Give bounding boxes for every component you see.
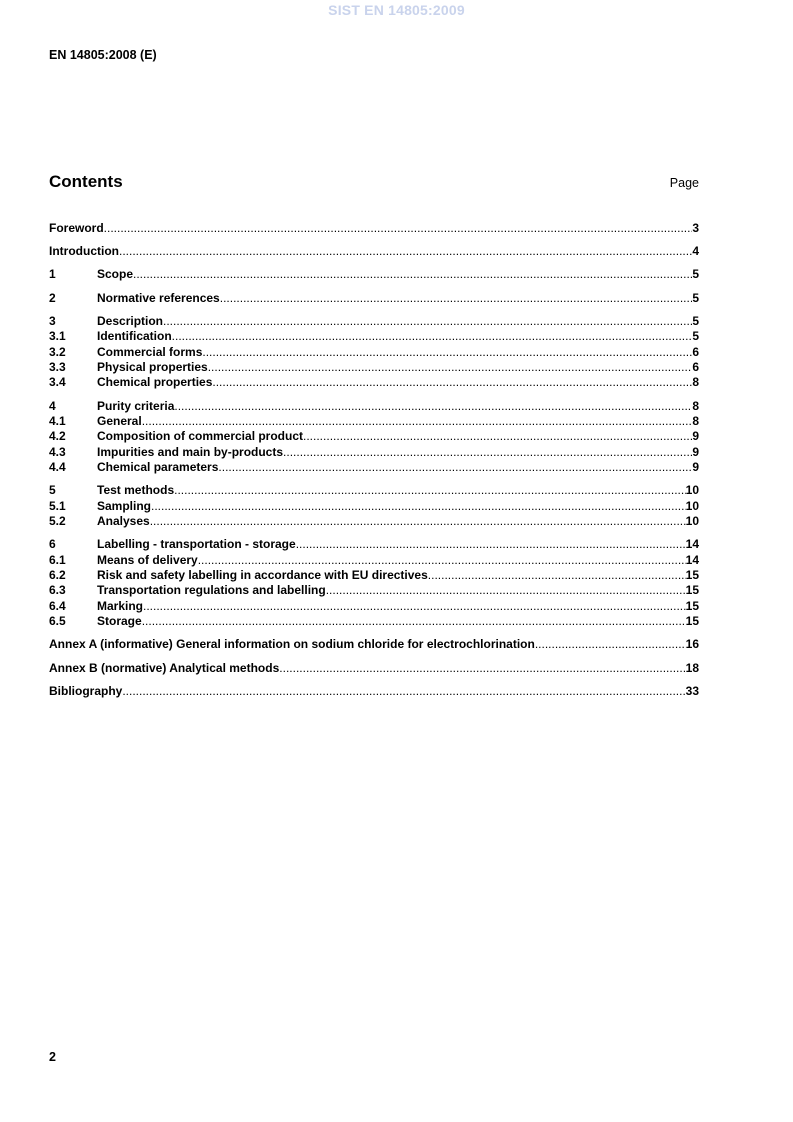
page-number: 2 — [49, 1050, 56, 1064]
toc-entry[interactable] — [49, 414, 699, 429]
contents-title: Contents — [49, 172, 123, 191]
toc-entry-title: Physical properties — [97, 359, 208, 374]
toc-entry-page: 8 — [692, 398, 699, 413]
toc-entry-page: 5 — [692, 329, 699, 344]
toc-entry[interactable] — [49, 345, 699, 360]
toc-leader-dots — [218, 460, 692, 475]
toc-entry-title: Risk and safety labelling in accordance with EU directives — [97, 568, 428, 582]
toc-leader-dots — [150, 514, 686, 529]
toc-entry[interactable] — [49, 314, 699, 329]
toc-leader-dots — [279, 661, 685, 676]
toc-entry-page: 16 — [685, 637, 699, 652]
toc-entry-number: 4.1 — [49, 413, 66, 428]
toc-entry-title: Chemical properties — [97, 375, 213, 390]
toc-leader-dots — [212, 375, 692, 390]
toc-entry-page: 9 — [692, 444, 699, 459]
toc-entry-number: 3.2 — [49, 344, 66, 359]
toc-entry[interactable] — [49, 537, 699, 552]
toc-leader-dots — [428, 568, 686, 583]
toc-entry-number: 5 — [49, 483, 56, 498]
toc-leader-dots — [198, 553, 686, 568]
toc-entry[interactable] — [49, 375, 699, 390]
toc-entry-title: Means of delivery — [97, 552, 198, 567]
watermark: SIST EN 14805:2009 — [328, 2, 465, 18]
toc-entry-number: 4.2 — [49, 429, 66, 444]
contents-heading — [49, 172, 699, 192]
toc-entry-title: Marking — [97, 598, 144, 613]
toc-entry-title: Introduction — [49, 244, 119, 259]
toc-entry-number: 4.3 — [49, 444, 66, 459]
toc-entry[interactable] — [49, 583, 699, 598]
toc-entry-page: 10 — [685, 483, 699, 498]
toc-entry[interactable] — [49, 661, 699, 676]
toc-leader-dots — [296, 537, 686, 552]
toc-entry-page: 15 — [685, 598, 699, 613]
toc-entry-number: 6.4 — [49, 598, 66, 613]
toc-entry-page: 3 — [692, 221, 699, 235]
toc-entry[interactable] — [49, 637, 699, 652]
toc-entry-page: 9 — [692, 460, 699, 475]
toc-entry-number: 2 — [49, 290, 56, 305]
toc-entry[interactable] — [49, 514, 699, 529]
toc-entry[interactable] — [49, 399, 699, 414]
toc-entry[interactable] — [49, 568, 699, 583]
toc-entry-page: 8 — [692, 375, 699, 390]
toc-entry-page: 6 — [692, 359, 699, 374]
toc-entry-title: Bibliography — [49, 683, 123, 698]
toc-entry-number: 1 — [49, 267, 56, 282]
toc-entry-title: Impurities and main by-products — [97, 444, 284, 459]
toc-entry[interactable] — [49, 553, 699, 568]
toc-entry[interactable] — [49, 267, 699, 282]
toc-leader-dots — [122, 684, 685, 699]
toc-entry[interactable] — [49, 360, 699, 375]
table-of-contents — [49, 221, 699, 699]
toc-leader-dots — [283, 445, 692, 460]
toc-entry-title: Analyses — [97, 514, 150, 529]
toc-entry-number: 3.3 — [49, 359, 66, 374]
toc-leader-dots — [104, 221, 693, 236]
page-column-label: Page — [669, 176, 699, 190]
toc-entry-number: 6 — [49, 537, 56, 552]
toc-entry-title: General — [97, 413, 142, 428]
toc-entry-title: Chemical parameters — [97, 460, 219, 475]
toc-entry-title: Labelling - transportation - storage — [97, 537, 296, 552]
toc-entry-page: 4 — [692, 244, 699, 259]
toc-entry-title: Composition of commercial product — [97, 429, 304, 444]
toc-entry-page: 5 — [692, 313, 699, 328]
toc-entry-page: 5 — [692, 290, 699, 305]
toc-leader-dots — [535, 637, 686, 652]
toc-entry-page: 14 — [685, 537, 699, 552]
toc-entry-title: Purity criteria — [97, 398, 175, 413]
toc-entry[interactable] — [49, 614, 699, 629]
toc-leader-dots — [119, 244, 692, 259]
toc-entry-title: Storage — [97, 614, 142, 629]
toc-entry-title: Description — [97, 313, 164, 328]
toc-entry-number: 4.4 — [49, 460, 66, 475]
toc-entry-title: Sampling — [97, 498, 152, 513]
toc-leader-dots — [163, 314, 692, 329]
toc-entry-page: 9 — [692, 429, 699, 444]
toc-entry-number: 4 — [49, 398, 56, 413]
toc-entry-title: Normative references — [97, 290, 220, 305]
toc-entry-title: Identification — [97, 329, 172, 344]
document-id: EN 14805:2008 (E) — [49, 48, 157, 62]
toc-entry-title: Transportation regulations and labelling — [97, 583, 326, 598]
toc-entry-number: 6.3 — [49, 583, 66, 598]
toc-entry-page: 6 — [692, 344, 699, 359]
toc-leader-dots — [174, 483, 686, 498]
toc-entry[interactable] — [49, 291, 699, 306]
toc-leader-dots — [172, 329, 693, 344]
toc-entry-page: 18 — [685, 660, 699, 675]
toc-entry-title: Annex A (informative) General information on sodium chloride for electrochlorination — [49, 637, 535, 652]
toc-leader-dots — [208, 360, 693, 375]
toc-entry[interactable] — [49, 499, 699, 514]
toc-entry-number: 3.4 — [49, 375, 66, 390]
toc-entry-page: 15 — [685, 614, 699, 629]
toc-leader-dots — [303, 429, 692, 444]
toc-leader-dots — [174, 399, 692, 414]
toc-entry[interactable] — [49, 445, 699, 460]
toc-leader-dots — [220, 291, 693, 306]
toc-entry-page: 10 — [685, 498, 699, 513]
toc-leader-dots — [142, 614, 686, 629]
toc-entry-page: 15 — [685, 568, 699, 582]
toc-entry-title: Annex B (normative) Analytical methods — [49, 660, 280, 675]
toc-entry[interactable] — [49, 599, 699, 614]
toc-entry-number: 6.2 — [49, 568, 66, 582]
toc-entry-page: 10 — [685, 514, 699, 529]
toc-entry[interactable] — [49, 460, 699, 475]
toc-entry-number: 5.1 — [49, 498, 66, 513]
toc-entry[interactable] — [49, 429, 699, 444]
toc-entry[interactable] — [49, 221, 699, 236]
toc-leader-dots — [326, 583, 686, 598]
toc-entry-title: Test methods — [97, 483, 175, 498]
toc-entry[interactable] — [49, 244, 699, 259]
toc-entry-number: 5.2 — [49, 514, 66, 529]
toc-entry-page: 33 — [685, 683, 699, 698]
toc-entry-number: 6.1 — [49, 552, 66, 567]
toc-entry-number: 3 — [49, 313, 56, 328]
toc-leader-dots — [133, 267, 692, 282]
toc-entry[interactable] — [49, 684, 699, 699]
toc-entry-page: 14 — [685, 552, 699, 567]
toc-leader-dots — [142, 414, 693, 429]
toc-entry-title: Foreword — [49, 221, 104, 235]
toc-entry-number: 6.5 — [49, 614, 66, 629]
toc-entry-title: Commercial forms — [97, 344, 203, 359]
toc-leader-dots — [202, 345, 692, 360]
toc-entry-page: 8 — [692, 413, 699, 428]
toc-entry-number: 3.1 — [49, 329, 66, 344]
toc-leader-dots — [151, 499, 686, 514]
toc-leader-dots — [143, 599, 686, 614]
toc-entry[interactable] — [49, 483, 699, 498]
toc-entry-title: Scope — [97, 267, 134, 282]
toc-entry-page: 5 — [692, 267, 699, 282]
toc-entry-page: 15 — [685, 583, 699, 598]
toc-entry[interactable] — [49, 329, 699, 344]
